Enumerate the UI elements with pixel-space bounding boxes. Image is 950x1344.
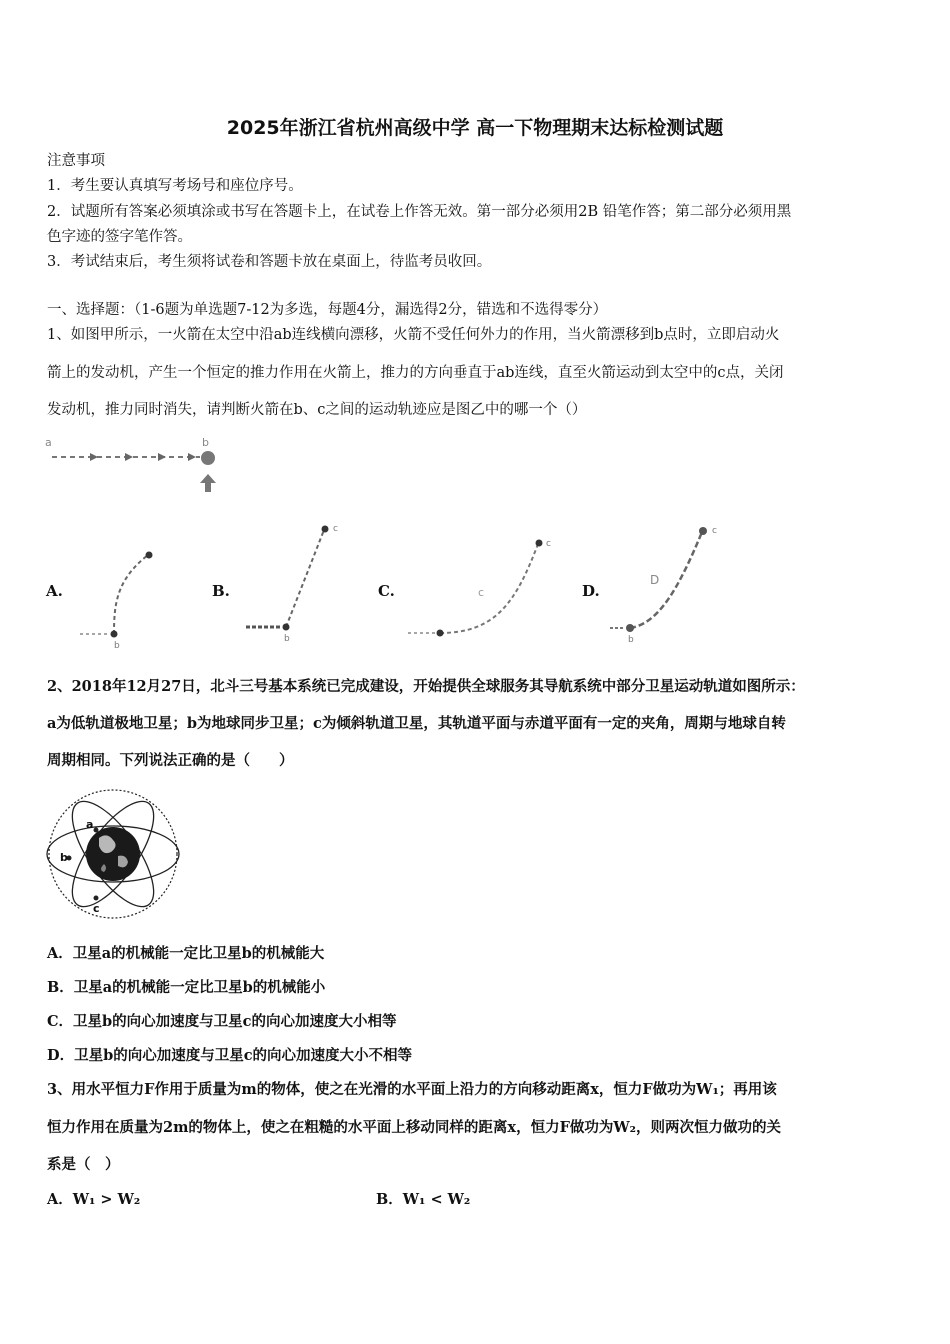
q2-option-b[interactable]: B．卫星a的机械能一定比卫星b的机械能小	[47, 979, 326, 996]
question-3-text: 3、用水平恒力F作用于质量为m的物体，使之在光滑的水平面上沿力的方向移动距离x，恒力F做功为W₁；再用该	[47, 1081, 777, 1098]
notice-item: 色字迹的签字笔作答。	[47, 229, 192, 245]
question-1-text: 1、如图甲所示，一火箭在太空中沿ab连线横向漂移，火箭不受任何外力的作用，当火箭漂移到b点时，立即启动火	[47, 327, 780, 343]
q1-option-d-figure	[608, 520, 738, 645]
curve-d-label: D	[650, 573, 660, 587]
rocket-drift-figure	[40, 432, 230, 497]
notice-heading: 注意事项	[47, 153, 105, 169]
orbit-a-label: a	[86, 818, 94, 831]
earth-icon	[86, 827, 140, 881]
question-3-text: 恒力作用在质量为2m的物体上，使之在粗糙的水平面上移动同样的距离x，恒力F做功为W₂，则两次恒力做功的关	[47, 1119, 782, 1136]
q1-option-c-figure	[406, 532, 556, 647]
satellite-orbit-figure	[44, 786, 184, 922]
point-b-label: b	[628, 635, 634, 645]
q1-option-c-label[interactable]: C.	[378, 582, 395, 600]
point-b-label: b	[114, 641, 120, 651]
point-b-label: b	[202, 436, 209, 449]
question-2-text: 周期相同。下列说法正确的是（ ）	[47, 752, 294, 769]
notice-item: 2．试题所有答案必须填涂或书写在答题卡上，在试卷上作答无效。第一部分必须用2B 铅笔作答；第二部分必须用黑	[47, 204, 792, 220]
q2-option-d[interactable]: D．卫星b的向心加速度与卫星c的向心加速度大小不相等	[47, 1047, 413, 1064]
q1-option-b-figure	[244, 520, 354, 645]
point-b-label: b	[284, 634, 290, 644]
question-2-text: a为低轨道极地卫星；b为地球同步卫星；c为倾斜轨道卫星，其轨道平面与赤道平面有一定的夹角，周期与地球自转	[47, 715, 786, 732]
question-1-text: 箭上的发动机，产生一个恒定的推力作用在火箭上，推力的方向垂直于ab连线，直至火箭运动到太空中的c点，关闭	[47, 365, 784, 381]
page-title: 2025年浙江省杭州高级中学 高一下物理期末达标检测试题	[226, 117, 724, 139]
point-a-label: a	[45, 436, 52, 449]
q1-option-b-label[interactable]: B.	[212, 582, 230, 600]
q2-option-c[interactable]: C．卫星b的向心加速度与卫星c的向心加速度大小相等	[47, 1013, 397, 1030]
q1-option-a-label[interactable]: A.	[46, 582, 63, 600]
notice-item: 1．考生要认真填写考场号和座位序号。	[47, 178, 303, 194]
orbit-c-label: c	[93, 902, 100, 915]
question-2-text: 2、2018年12月27日，北斗三号基本系统已完成建设，开始提供全球服务其导航系统中部分卫星运动轨道如图所示：	[47, 678, 805, 695]
q3-option-a[interactable]: A．W₁ > W₂	[47, 1191, 141, 1208]
thrust-arrow-icon	[200, 474, 216, 492]
notice-item: 3．考试结束后，考生须将试卷和答题卡放在桌面上，待监考员收回。	[47, 254, 492, 270]
q1-option-d-label[interactable]: D.	[582, 582, 600, 600]
q3-option-b[interactable]: B．W₁ < W₂	[376, 1191, 471, 1208]
point-c-label: c	[712, 526, 717, 536]
curve-c-label: c	[478, 586, 485, 599]
q2-option-a[interactable]: A．卫星a的机械能一定比卫星b的机械能大	[47, 945, 325, 962]
section-heading: 一、选择题：（1-6题为单选题7-12为多选，每题4分，漏选得2分，错选和不选得零分）	[47, 302, 608, 318]
orbit-b-label: b	[60, 851, 68, 864]
q1-option-a-figure	[78, 545, 168, 655]
point-c-label: c	[546, 539, 551, 549]
rocket-icon	[201, 451, 215, 465]
point-c-label: c	[333, 524, 338, 534]
question-1-text: 发动机，推力同时消失，请判断火箭在b、c之间的运动轨迹应是图乙中的哪一个（）	[47, 402, 587, 418]
question-3-text: 系是（ ）	[47, 1156, 120, 1173]
